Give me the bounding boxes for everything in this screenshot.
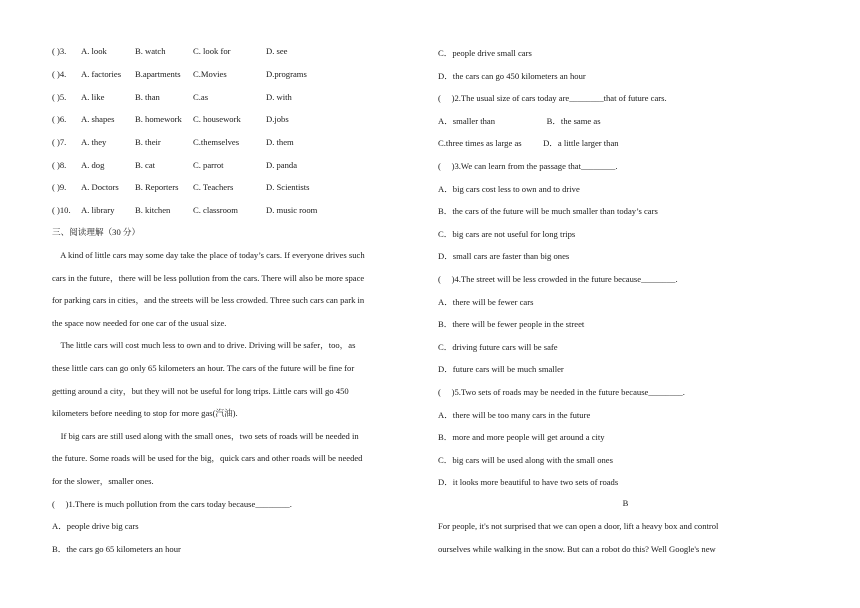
question-number: ( )9. xyxy=(52,182,67,192)
question-line: B．the cars go 65 kilometers an hour xyxy=(52,543,181,554)
option-b: B. kitchen xyxy=(135,205,171,215)
question-number: ( )10. xyxy=(52,205,71,215)
option-c: C. Teachers xyxy=(193,182,234,192)
question-line: ( )2.The usual size of cars today are________that of future cars. xyxy=(438,93,667,104)
passage-line: If big cars are still used along with the small ones，two sets of roads will be needed in xyxy=(52,430,359,441)
passage-line: cars in the future，there will be less pollution from the cars. There will also be more space xyxy=(52,272,365,283)
option-a: A. library xyxy=(81,205,115,215)
option-d: D. music room xyxy=(266,205,318,215)
question-line: D．small cars are faster than big ones xyxy=(438,251,570,262)
question-line: C．people drive small cars xyxy=(438,48,532,58)
question-line: D．future cars will be much smaller xyxy=(438,364,564,375)
question-line: C．big cars are not useful for long trips xyxy=(438,228,576,239)
question-line: A．smaller than B．the same as xyxy=(438,115,601,126)
question-line: A．there will be fewer cars xyxy=(438,296,534,307)
passage-line: the future. Some roads will be used for the big，quick cars and other roads will be needed xyxy=(52,453,363,464)
option-a: A. dog xyxy=(81,160,105,170)
option-b: B. their xyxy=(135,137,161,147)
section-title: 三、阅读理解（30 分） xyxy=(52,227,141,237)
passage-line: getting around a city，but they will not be useful for long trips. Little cars will go 450 xyxy=(52,385,349,396)
option-b: B. than xyxy=(135,92,160,102)
option-c: C. parrot xyxy=(193,160,224,170)
option-c: C.themselves xyxy=(193,137,240,147)
option-a: A. look xyxy=(81,46,107,56)
option-b: B.apartments xyxy=(135,69,181,79)
passage-line: The little cars will cost much less to own and to drive. Driving will be safer，too，as xyxy=(52,340,356,351)
question-line: A．there will be too many cars in the future xyxy=(438,409,591,420)
question-line: ( )1.There is much pollution from the cars today because________. xyxy=(52,498,292,509)
option-a: A. like xyxy=(81,92,105,102)
passage-line: the space now needed for one car of the usual size. xyxy=(52,317,227,328)
passage-line: kilometers before needing to stop for more gas(汽油). xyxy=(52,408,238,419)
option-c: C. look for xyxy=(193,46,231,56)
passage-line: ourselves while walking in the snow. But can a robot do this? Well Google's new xyxy=(438,544,716,554)
option-a: A. factories xyxy=(81,69,122,79)
question-number: ( )4. xyxy=(52,69,67,79)
question-line: C．big cars will be used along with the small ones xyxy=(438,454,613,465)
option-b: B. Reporters xyxy=(135,182,179,192)
option-b: B. cat xyxy=(135,160,156,170)
option-d: D.jobs xyxy=(266,114,289,124)
option-a: A. they xyxy=(81,137,107,147)
option-d: D. Scientists xyxy=(266,182,310,192)
option-d: D. them xyxy=(266,137,294,147)
question-number: ( )3. xyxy=(52,46,67,56)
question-line: A．big cars cost less to own and to drive xyxy=(438,183,580,194)
question-line: ( )3.We can learn from the passage that________. xyxy=(438,161,618,171)
question-line: C．driving future cars will be safe xyxy=(438,341,558,352)
option-c: C. classroom xyxy=(193,205,238,215)
passage-line: these little cars can go only 65 kilometers an hour. The cars of the future will be fine for xyxy=(52,363,355,373)
question-number: ( )7. xyxy=(52,137,67,147)
option-d: D. see xyxy=(266,46,288,56)
option-d: D. with xyxy=(266,92,292,102)
passage-line: for the slower，smaller ones. xyxy=(52,476,154,486)
passage-line: for parking cars in cities，and the streets will be less crowded. Three such cars can park in xyxy=(52,295,365,306)
passage-line: A kind of little cars may some day take the place of today’s cars. If everyone drives such xyxy=(52,250,365,260)
option-b: B. watch xyxy=(135,46,166,56)
question-line: D．the cars can go 450 kilometers an hour xyxy=(438,70,586,81)
option-c: C.as xyxy=(193,92,209,102)
question-line: ( )4.The street will be less crowded in the future because________. xyxy=(438,274,678,284)
option-a: A. shapes xyxy=(81,114,115,124)
option-b: B. homework xyxy=(135,114,182,124)
option-c: C. housework xyxy=(193,114,241,124)
question-line: B．more and more people will get around a city xyxy=(438,432,605,443)
option-d: D. panda xyxy=(266,160,298,170)
question-line: A．people drive big cars xyxy=(52,521,139,532)
section-b-heading: B xyxy=(622,498,629,508)
question-line: B．the cars of the future will be much smaller than today’s cars xyxy=(438,206,658,217)
option-a: A. Doctors xyxy=(81,182,119,192)
question-line: C.three times as large as D．a little larger than xyxy=(438,138,619,149)
option-c: C.Movies xyxy=(193,69,227,79)
question-number: ( )8. xyxy=(52,160,67,170)
question-line: D．it looks more beautiful to have two sets of roads xyxy=(438,477,619,488)
passage-line: For people, it's not surprised that we can open a door, lift a heavy box and control xyxy=(438,521,719,531)
question-line: B．there will be fewer people in the street xyxy=(438,319,585,330)
question-number: ( )5. xyxy=(52,92,67,102)
question-line: ( )5.Two sets of roads may be needed in the future because________. xyxy=(438,387,685,397)
option-d: D.programs xyxy=(266,69,307,79)
question-number: ( )6. xyxy=(52,114,67,124)
